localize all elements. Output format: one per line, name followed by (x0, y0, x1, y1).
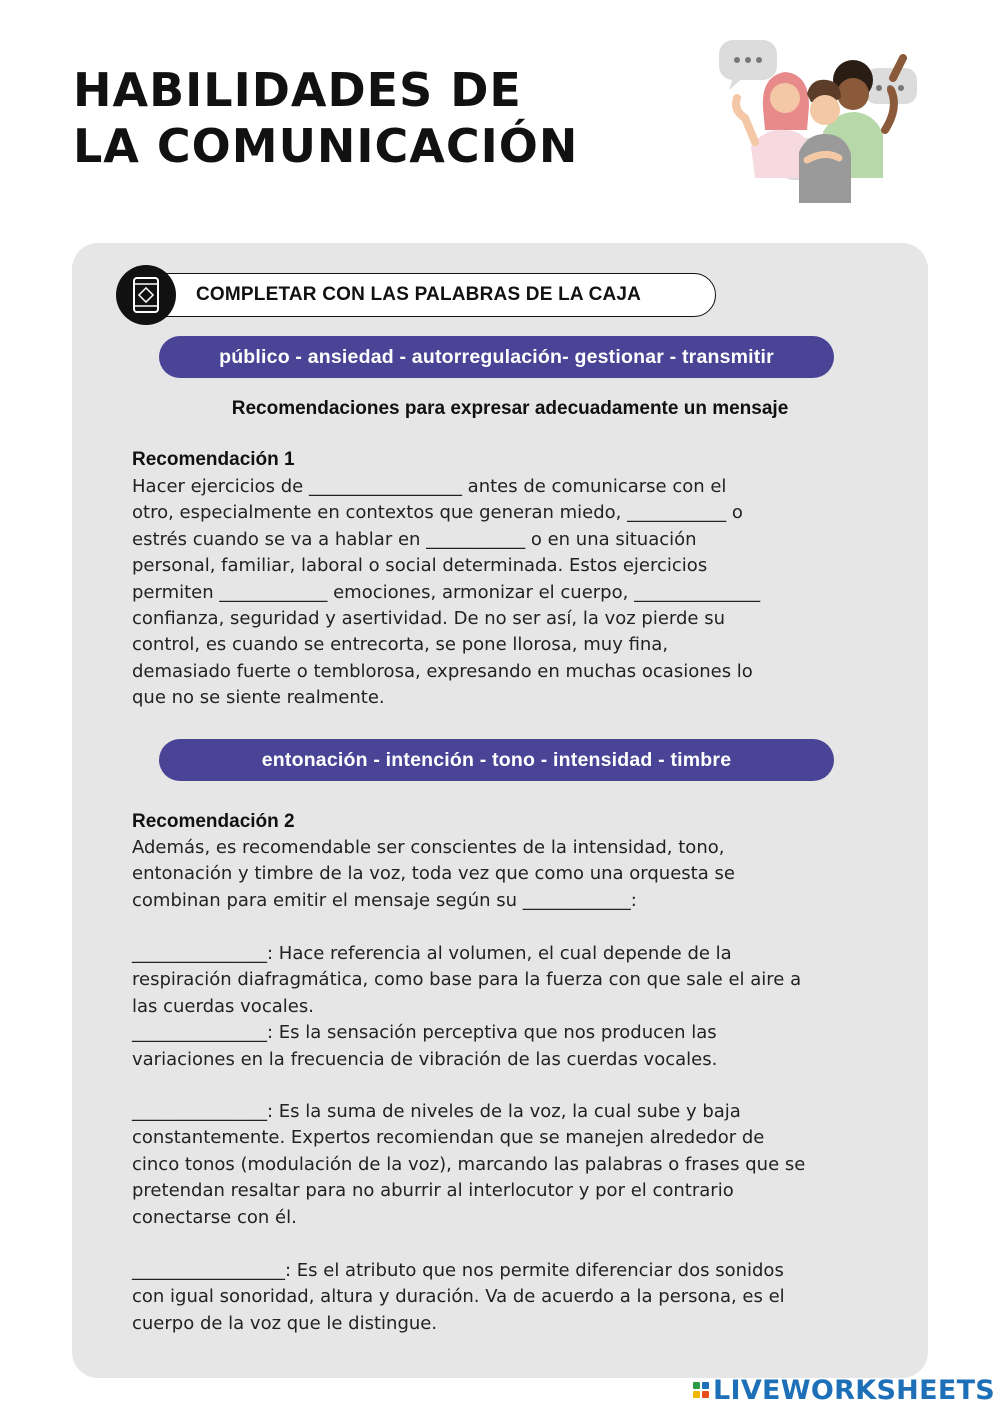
text-line: Además, es recomendable ser conscientes de la intensidad, tono, (132, 837, 725, 858)
page-title (73, 62, 578, 174)
text-line: confianza, seguridad y asertividad. De no ser así, la voz pierde su (132, 608, 726, 630)
title-line-1: HABILIDADES DE (73, 63, 522, 117)
title-line-2: LA COMUNICACIÓN (73, 119, 579, 173)
text-line: cuerpo de la voz que le distingue. (132, 1312, 438, 1334)
people-chatting-illustration (715, 38, 925, 203)
text-line: con igual sonoridad, altura y duración. Va de acuerdo a la persona, es el (132, 1286, 785, 1308)
text-line: _______________: Es la suma de niveles de la voz, la cual sube y baja (132, 1101, 741, 1122)
text-line: conectarse con él. (132, 1206, 297, 1228)
logo-mark-icon (693, 1382, 709, 1398)
text-line: Hacer ejercicios de _________________ antes de comunicarse con el (132, 476, 727, 497)
text-line: _______________: Es la sensación perceptiva que nos producen las (132, 1022, 717, 1044)
text-line: otro, especialmente en contextos que generan miedo, ___________ o (132, 502, 743, 524)
text-line: que no se siente realmente. (132, 687, 385, 709)
text-line: respiración diafragmática, como base para la fuerza con que sale el aire a (132, 969, 802, 991)
text-line: entonación y timbre de la voz, toda vez que como una orquesta se (132, 863, 735, 885)
text-line: pretendan resaltar para no aburrir al interlocutor y por el contrario (132, 1180, 734, 1202)
text-line: combinan para emitir el mensaje según su ____________: (132, 889, 637, 911)
text-line: variaciones en la frecuencia de vibración de las cuerdas vocales. (132, 1048, 718, 1070)
definitions-block-2 (132, 1099, 892, 1231)
instruction-label: COMPLETAR CON LAS PALABRAS DE LA CAJA (196, 284, 642, 305)
liveworksheets-logo[interactable] (693, 1374, 995, 1406)
text-line: _______________: Hace referencia al volumen, el cual depende de la (132, 943, 732, 964)
recommendation-2-title: Recomendación 2 (132, 811, 295, 832)
text-line: control, es cuando se entrecorta, se pone llorosa, muy fina, (132, 634, 669, 656)
brand-name: LIVEWORKSHEETS (713, 1374, 996, 1406)
definitions-block-3 (132, 1258, 892, 1337)
text-line: constantemente. Expertos recomiendan que se manejen alrededor de (132, 1127, 765, 1149)
definitions-block-1 (132, 941, 892, 1073)
recommendation-2-intro (132, 835, 892, 914)
recommendation-1-text (132, 474, 892, 712)
word-bank-2: entonación - intención - tono - intensidad - timbre (159, 739, 834, 781)
text-line: estrés cuando se va a hablar en ___________ o en una situación (132, 528, 697, 550)
word-bank-1: público - ansiedad - autorregulación- gestionar - transmitir (159, 336, 834, 378)
text-line: _________________: Es el atributo que nos permite diferenciar dos sonidos (132, 1260, 784, 1281)
text-line: personal, familiar, laboral o social determinada. Estos ejercicios (132, 555, 708, 577)
section-subtitle: Recomendaciones para expresar adecuadamente un mensaje (231, 398, 789, 419)
text-line: permiten ____________ emociones, armonizar el cuerpo, ______________ (132, 581, 761, 603)
tablet-icon (116, 265, 176, 325)
text-line: demasiado fuerte o temblorosa, expresando en muchas ocasiones lo (132, 660, 753, 682)
recommendation-1-title: Recomendación 1 (132, 449, 295, 470)
text-line: cinco tonos (modulación de la voz), marcando las palabras o frases que se (132, 1153, 806, 1175)
text-line: las cuerdas vocales. (132, 995, 314, 1017)
